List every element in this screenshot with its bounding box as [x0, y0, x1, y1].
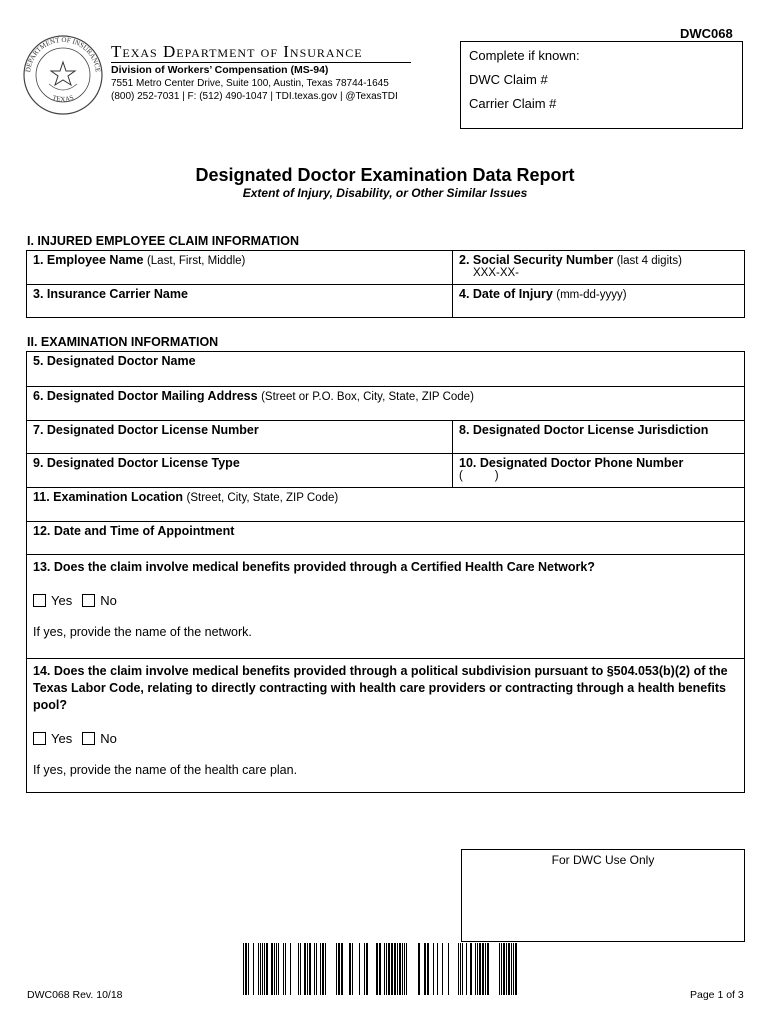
document-title: Designated Doctor Examination Data Report — [195, 165, 575, 185]
svg-text:DEPARTMENT OF INSURANCE: DEPARTMENT OF INSURANCE — [24, 35, 102, 73]
question-14 — [27, 659, 744, 792]
q14-yes-label: Yes — [51, 731, 73, 746]
claim-known-box — [460, 41, 743, 129]
date-of-injury-label: 4. Date of Injury — [459, 287, 553, 301]
ssn-prefix: XXX-XX- — [473, 267, 520, 279]
state-seal-icon — [22, 34, 104, 116]
doctor-address-label: 6. Designated Doctor Mailing Address — [33, 389, 258, 403]
doctor-phone-label: 10. Designated Doctor Phone Number — [459, 456, 684, 470]
section-2-heading: II. EXAMINATION INFORMATION — [27, 335, 219, 349]
employee-name-label: 1. Employee Name — [33, 253, 144, 267]
dwc-use-only-box — [461, 849, 745, 942]
ssn-label: 2. Social Security Number — [459, 253, 614, 267]
license-jurisdiction-label: 8. Designated Doctor License Jurisdiction — [459, 423, 709, 437]
document-subtitle: Extent of Injury, Disability, or Other Similar Issues — [242, 186, 528, 200]
license-jurisdiction-field[interactable] — [452, 421, 744, 453]
license-type-field[interactable] — [27, 454, 452, 487]
appointment-label: 12. Date and Time of Appointment — [33, 524, 235, 538]
svg-text:TEXAS: TEXAS — [51, 93, 75, 104]
exam-location-label: 11. Examination Location — [33, 490, 184, 504]
date-of-injury-hint: (mm-dd-yyyy) — [556, 289, 627, 301]
exam-location-hint: (Street, City, State, ZIP Code) — [186, 492, 339, 504]
form-revision: DWC068 Rev. 10/18 — [27, 989, 123, 1001]
section-2-table — [26, 351, 745, 793]
q13-yes-label: Yes — [51, 593, 73, 608]
ssn-hint: (last 4 digits) — [616, 255, 682, 267]
q13-no-label: No — [100, 593, 117, 608]
q14-followup: If yes, provide the name of the health care plan. — [33, 763, 298, 777]
agency-division: Division of Workers’ Compensation (MS-94) — [111, 64, 329, 76]
license-number-label: 7. Designated Doctor License Number — [33, 423, 259, 437]
q13-no-checkbox[interactable] — [82, 594, 95, 607]
doctor-address-field[interactable] — [27, 387, 744, 420]
dwc-claim-field[interactable]: DWC Claim # — [469, 72, 548, 87]
q14-yes-checkbox[interactable] — [33, 732, 46, 745]
date-of-injury-field[interactable] — [452, 285, 744, 317]
section-1-table — [26, 250, 745, 318]
phone-area-code: ( ) — [459, 470, 499, 482]
section-1-heading: I. INJURED EMPLOYEE CLAIM INFORMATION — [27, 234, 299, 248]
barcode — [243, 943, 523, 995]
insurance-carrier-label: 3. Insurance Carrier Name — [33, 287, 188, 301]
form-code: DWC068 — [680, 26, 733, 41]
carrier-claim-field[interactable]: Carrier Claim # — [469, 96, 557, 111]
q14-no-checkbox[interactable] — [82, 732, 95, 745]
employee-name-field[interactable] — [27, 251, 452, 284]
agency-name: Texas Department of Insurance — [111, 42, 363, 61]
page-number: Page 1 of 3 — [690, 989, 744, 1001]
q13-yes-checkbox[interactable] — [33, 594, 46, 607]
employee-name-hint: (Last, First, Middle) — [146, 255, 246, 267]
q13-followup: If yes, provide the name of the network. — [33, 625, 252, 639]
q14-no-label: No — [100, 731, 117, 746]
agency-divider — [111, 62, 411, 63]
agency-contact: (800) 252-7031 | F: (512) 490-1047 | TDI.texas.gov | @TexasTDI — [111, 91, 398, 102]
exam-location-field[interactable] — [27, 488, 744, 521]
question-13 — [27, 555, 744, 658]
appointment-field[interactable] — [27, 522, 744, 554]
license-number-field[interactable] — [27, 421, 452, 453]
doctor-name-label: 5. Designated Doctor Name — [33, 354, 196, 368]
license-type-label: 9. Designated Doctor License Type — [33, 456, 240, 470]
doctor-name-field[interactable] — [27, 352, 744, 386]
dwc-use-only-label: For DWC Use Only — [551, 853, 655, 867]
doctor-phone-field[interactable] — [452, 454, 744, 487]
insurance-carrier-field[interactable] — [27, 285, 452, 317]
agency-address: 7551 Metro Center Drive, Suite 100, Austin, Texas 78744-1645 — [111, 78, 389, 89]
doctor-address-hint: (Street or P.O. Box, City, State, ZIP Code) — [261, 391, 474, 403]
question-13-text: 13. Does the claim involve medical benefits provided through a Certified Health Care Network? — [33, 560, 595, 574]
ssn-field[interactable] — [452, 251, 744, 284]
question-14-text: 14. Does the claim involve medical benefits provided through a political subdivision pursuant to §504.053(b)(2) of the Texas Labor Code, relating to directly contracting with health care providers or contracting through a health benefits pool? — [33, 664, 728, 712]
known-box-title: Complete if known: — [469, 48, 580, 63]
